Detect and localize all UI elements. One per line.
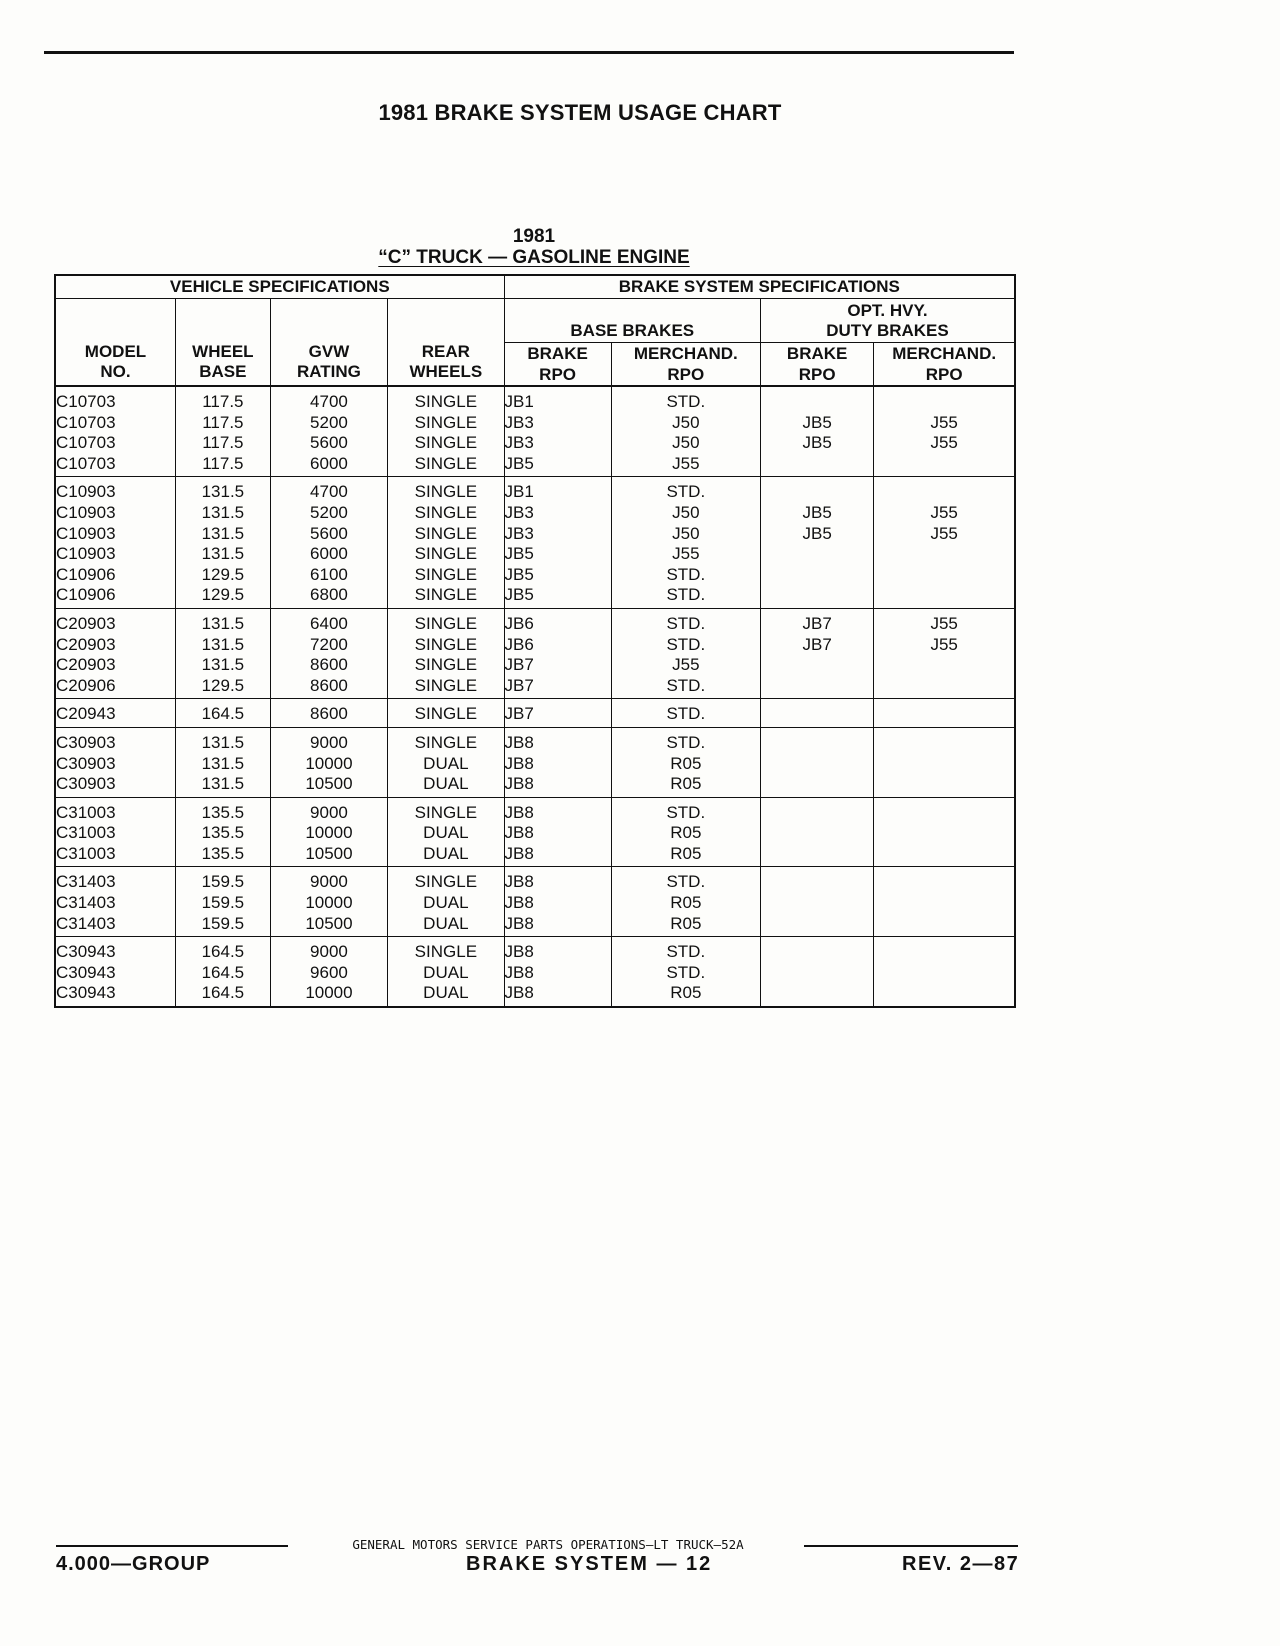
cell-wheel-base: 164.5 (176, 699, 271, 728)
cell-gvw: 4700 5200 5600 6000 6100 6800 (270, 477, 387, 609)
cell-opt-merchand-rpo: J55 J55 (874, 608, 1015, 698)
col-gvw-rating: GVW RATING (270, 299, 387, 387)
col-brake-rpo: BRAKE RPO (504, 343, 611, 387)
footer-rule-right (804, 1545, 1018, 1547)
cell-opt-brake-rpo (761, 937, 874, 1007)
cell-merchand-rpo: STD. R05 R05 (611, 867, 760, 937)
cell-gvw: 8600 (270, 699, 387, 728)
cell-rear-wheels: SINGLE SINGLE SINGLE SINGLE SINGLE SINGLE (388, 477, 504, 609)
cell-opt-merchand-rpo (874, 797, 1015, 867)
cell-opt-merchand-rpo (874, 867, 1015, 937)
opt-heavy-duty-brakes-header: OPT. HVY. DUTY BRAKES (761, 299, 1016, 343)
cell-model: C30943 C30943 C30943 (55, 937, 176, 1007)
cell-gvw: 9000 9600 10000 (270, 937, 387, 1007)
footer-section: BRAKE SYSTEM — 12 (466, 1553, 713, 1575)
brake-system-specifications-header: BRAKE SYSTEM SPECIFICATIONS (504, 275, 1015, 299)
cell-opt-merchand-rpo: J55 J55 (874, 477, 1015, 609)
cell-opt-merchand-rpo (874, 937, 1015, 1007)
cell-wheel-base: 131.5 131.5 131.5 131.5 129.5 129.5 (176, 477, 271, 609)
table-row (55, 727, 1015, 797)
col-merchand-rpo: MERCHAND. RPO (611, 343, 760, 387)
cell-opt-brake-rpo: JB5 JB5 (761, 386, 874, 477)
cell-merchand-rpo: STD. STD. R05 (611, 937, 760, 1007)
table-row (55, 867, 1015, 937)
cell-merchand-rpo: STD. R05 R05 (611, 727, 760, 797)
cell-opt-brake-rpo (761, 867, 874, 937)
footer-group: 4.000—GROUP (56, 1553, 211, 1575)
cell-wheel-base: 159.5 159.5 159.5 (176, 867, 271, 937)
table-row-group (55, 477, 1015, 609)
table-row (55, 386, 1015, 477)
col-opt-merchand-rpo: MERCHAND. RPO (874, 343, 1015, 387)
footer-operations: GENERAL MOTORS SERVICE PARTS OPERATIONS—LT TRUCK—52A (352, 1537, 744, 1552)
cell-opt-brake-rpo (761, 797, 874, 867)
cell-gvw: 6400 7200 8600 8600 (270, 608, 387, 698)
cell-rear-wheels: SINGLE SINGLE SINGLE SINGLE (388, 608, 504, 698)
cell-rear-wheels: SINGLE SINGLE SINGLE SINGLE (388, 386, 504, 477)
table-row (55, 699, 1015, 728)
table-row-group (55, 699, 1015, 728)
cell-opt-merchand-rpo (874, 699, 1015, 728)
cell-brake-rpo: JB7 (504, 699, 611, 728)
cell-opt-brake-rpo (761, 699, 874, 728)
cell-model: C31003 C31003 C31003 (55, 797, 176, 867)
table-row-group (55, 608, 1015, 698)
cell-model: C31403 C31403 C31403 (55, 867, 176, 937)
col-model-no: MODEL NO. (55, 299, 176, 387)
cell-rear-wheels: SINGLE DUAL DUAL (388, 937, 504, 1007)
top-rule (44, 51, 1014, 54)
brake-usage-table (54, 274, 1016, 1008)
cell-opt-brake-rpo: JB5 JB5 (761, 477, 874, 609)
table-row-group (55, 386, 1015, 477)
cell-brake-rpo: JB8 JB8 JB8 (504, 797, 611, 867)
cell-brake-rpo: JB1 JB3 JB3 JB5 (504, 386, 611, 477)
base-brakes-header: BASE BRAKES (504, 299, 760, 343)
table-subtitle: “C” TRUCK — GASOLINE ENGINE (378, 247, 690, 268)
cell-brake-rpo: JB6 JB6 JB7 JB7 (504, 608, 611, 698)
cell-rear-wheels: SINGLE DUAL DUAL (388, 727, 504, 797)
cell-wheel-base: 117.5 117.5 117.5 117.5 (176, 386, 271, 477)
table-row (55, 608, 1015, 698)
cell-wheel-base: 164.5 164.5 164.5 (176, 937, 271, 1007)
col-rear-wheels: REAR WHEELS (388, 299, 504, 387)
cell-brake-rpo: JB8 JB8 JB8 (504, 867, 611, 937)
cell-merchand-rpo: STD. STD. J55 STD. (611, 608, 760, 698)
cell-gvw: 9000 10000 10500 (270, 727, 387, 797)
cell-opt-brake-rpo (761, 727, 874, 797)
cell-brake-rpo: JB8 JB8 JB8 (504, 727, 611, 797)
cell-model: C30903 C30903 C30903 (55, 727, 176, 797)
footer-revision: REV. 2—87 (902, 1553, 1020, 1575)
table-row (55, 797, 1015, 867)
vehicle-specifications-header: VEHICLE SPECIFICATIONS (55, 275, 504, 299)
cell-wheel-base: 135.5 135.5 135.5 (176, 797, 271, 867)
cell-model: C10903 C10903 C10903 C10903 C10906 C10906 (55, 477, 176, 609)
cell-merchand-rpo: STD. R05 R05 (611, 797, 760, 867)
cell-opt-brake-rpo: JB7 JB7 (761, 608, 874, 698)
cell-wheel-base: 131.5 131.5 131.5 (176, 727, 271, 797)
cell-brake-rpo: JB8 JB8 JB8 (504, 937, 611, 1007)
table-row-group (55, 727, 1015, 797)
col-opt-brake-rpo: BRAKE RPO (761, 343, 874, 387)
page-title: 1981 BRAKE SYSTEM USAGE CHART (378, 100, 782, 125)
cell-rear-wheels: SINGLE (388, 699, 504, 728)
footer-operations-line (56, 1537, 1018, 1553)
cell-gvw: 4700 5200 5600 6000 (270, 386, 387, 477)
footer-rule-left (56, 1545, 288, 1547)
cell-opt-merchand-rpo: J55 J55 (874, 386, 1015, 477)
col-wheel-base: WHEEL BASE (176, 299, 271, 387)
cell-model: C20903 C20903 C20903 C20906 (55, 608, 176, 698)
cell-merchand-rpo: STD. J50 J50 J55 (611, 386, 760, 477)
cell-wheel-base: 131.5 131.5 131.5 129.5 (176, 608, 271, 698)
cell-rear-wheels: SINGLE DUAL DUAL (388, 797, 504, 867)
cell-merchand-rpo: STD. J50 J50 J55 STD. STD. (611, 477, 760, 609)
table-row (55, 477, 1015, 609)
cell-gvw: 9000 10000 10500 (270, 797, 387, 867)
cell-model: C10703 C10703 C10703 C10703 (55, 386, 176, 477)
table-row-group (55, 937, 1015, 1007)
table-row-group (55, 867, 1015, 937)
table-row-group (55, 797, 1015, 867)
table-heading (53, 226, 1015, 268)
cell-model: C20943 (55, 699, 176, 728)
table-row (55, 937, 1015, 1007)
cell-brake-rpo: JB1 JB3 JB3 JB5 JB5 JB5 (504, 477, 611, 609)
cell-merchand-rpo: STD. (611, 699, 760, 728)
cell-gvw: 9000 10000 10500 (270, 867, 387, 937)
table-year: 1981 (512, 226, 556, 247)
cell-opt-merchand-rpo (874, 727, 1015, 797)
cell-rear-wheels: SINGLE DUAL DUAL (388, 867, 504, 937)
